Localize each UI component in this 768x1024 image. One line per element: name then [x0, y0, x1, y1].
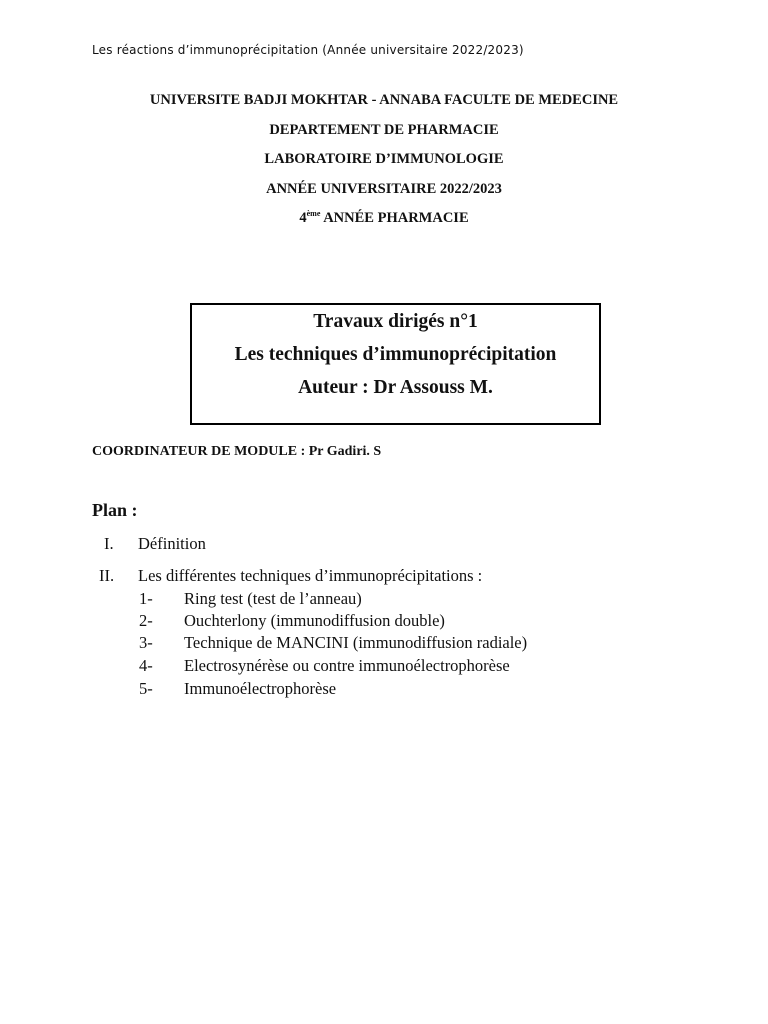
module-coordinator: COORDINATEUR DE MODULE : Pr Gadiri. S [92, 444, 382, 459]
tutorial-title: Travaux dirigés n°1 [313, 311, 478, 332]
plan-section-number: II. [99, 566, 115, 585]
plan-subitem-text: Ouchterlony (immunodiffusion double) [184, 611, 445, 630]
department-name: DEPARTEMENT DE PHARMACIE [269, 121, 499, 138]
plan-subitem-number: 3- [139, 633, 153, 652]
plan-subitem-text: Immunoélectrophorèse [184, 679, 337, 698]
plan-subitem-text: Electrosynérèse ou contre immunoélectrophorèse [184, 656, 510, 675]
plan-subitem [139, 589, 599, 611]
plan-subitem [139, 611, 599, 633]
plan-subitem [139, 656, 599, 678]
title-box [190, 303, 601, 425]
plan-subitem-text: Ring test (test de l’anneau) [184, 589, 362, 608]
topic-title: Les techniques d’immunoprécipitation [234, 344, 557, 365]
laboratory-name: LABORATOIRE D’IMMUNOLOGIE [264, 151, 504, 167]
plan-subitem-text: Technique de MANCINI (immunodiffusion radiale) [184, 633, 528, 652]
academic-year: ANNÉE UNIVERSITAIRE 2022/2023 [266, 180, 502, 197]
plan-subitem-number: 5- [139, 679, 153, 698]
study-year-label: ANNÉE PHARMACIE [320, 210, 469, 226]
plan-subitem [139, 633, 599, 655]
study-year-number: 4 [299, 210, 307, 226]
plan-section [99, 566, 599, 588]
study-year [0, 208, 768, 238]
plan-subitem-number: 4- [139, 656, 153, 675]
plan-section-text: Les différentes techniques d’immunoprécipitations : [138, 566, 483, 585]
institution-block [0, 90, 768, 238]
page-header: Les réactions d’immunoprécipitation (Année universitaire 2022/2023) [92, 43, 524, 57]
university-name: UNIVERSITE BADJI MOKHTAR - ANNABA FACULTE DE MEDECINE [149, 92, 619, 108]
plan-section-number: I. [104, 534, 114, 553]
plan-subitem [139, 679, 599, 701]
plan-subitem-number: 2- [139, 611, 153, 630]
plan-section [104, 534, 504, 556]
plan-section-text: Définition [138, 534, 206, 553]
author-line: Auteur : Dr Assouss M. [298, 377, 493, 398]
plan-subitem-number: 1- [139, 589, 153, 608]
study-year-superscript: ème [306, 209, 321, 218]
plan-title: Plan : [92, 500, 138, 520]
